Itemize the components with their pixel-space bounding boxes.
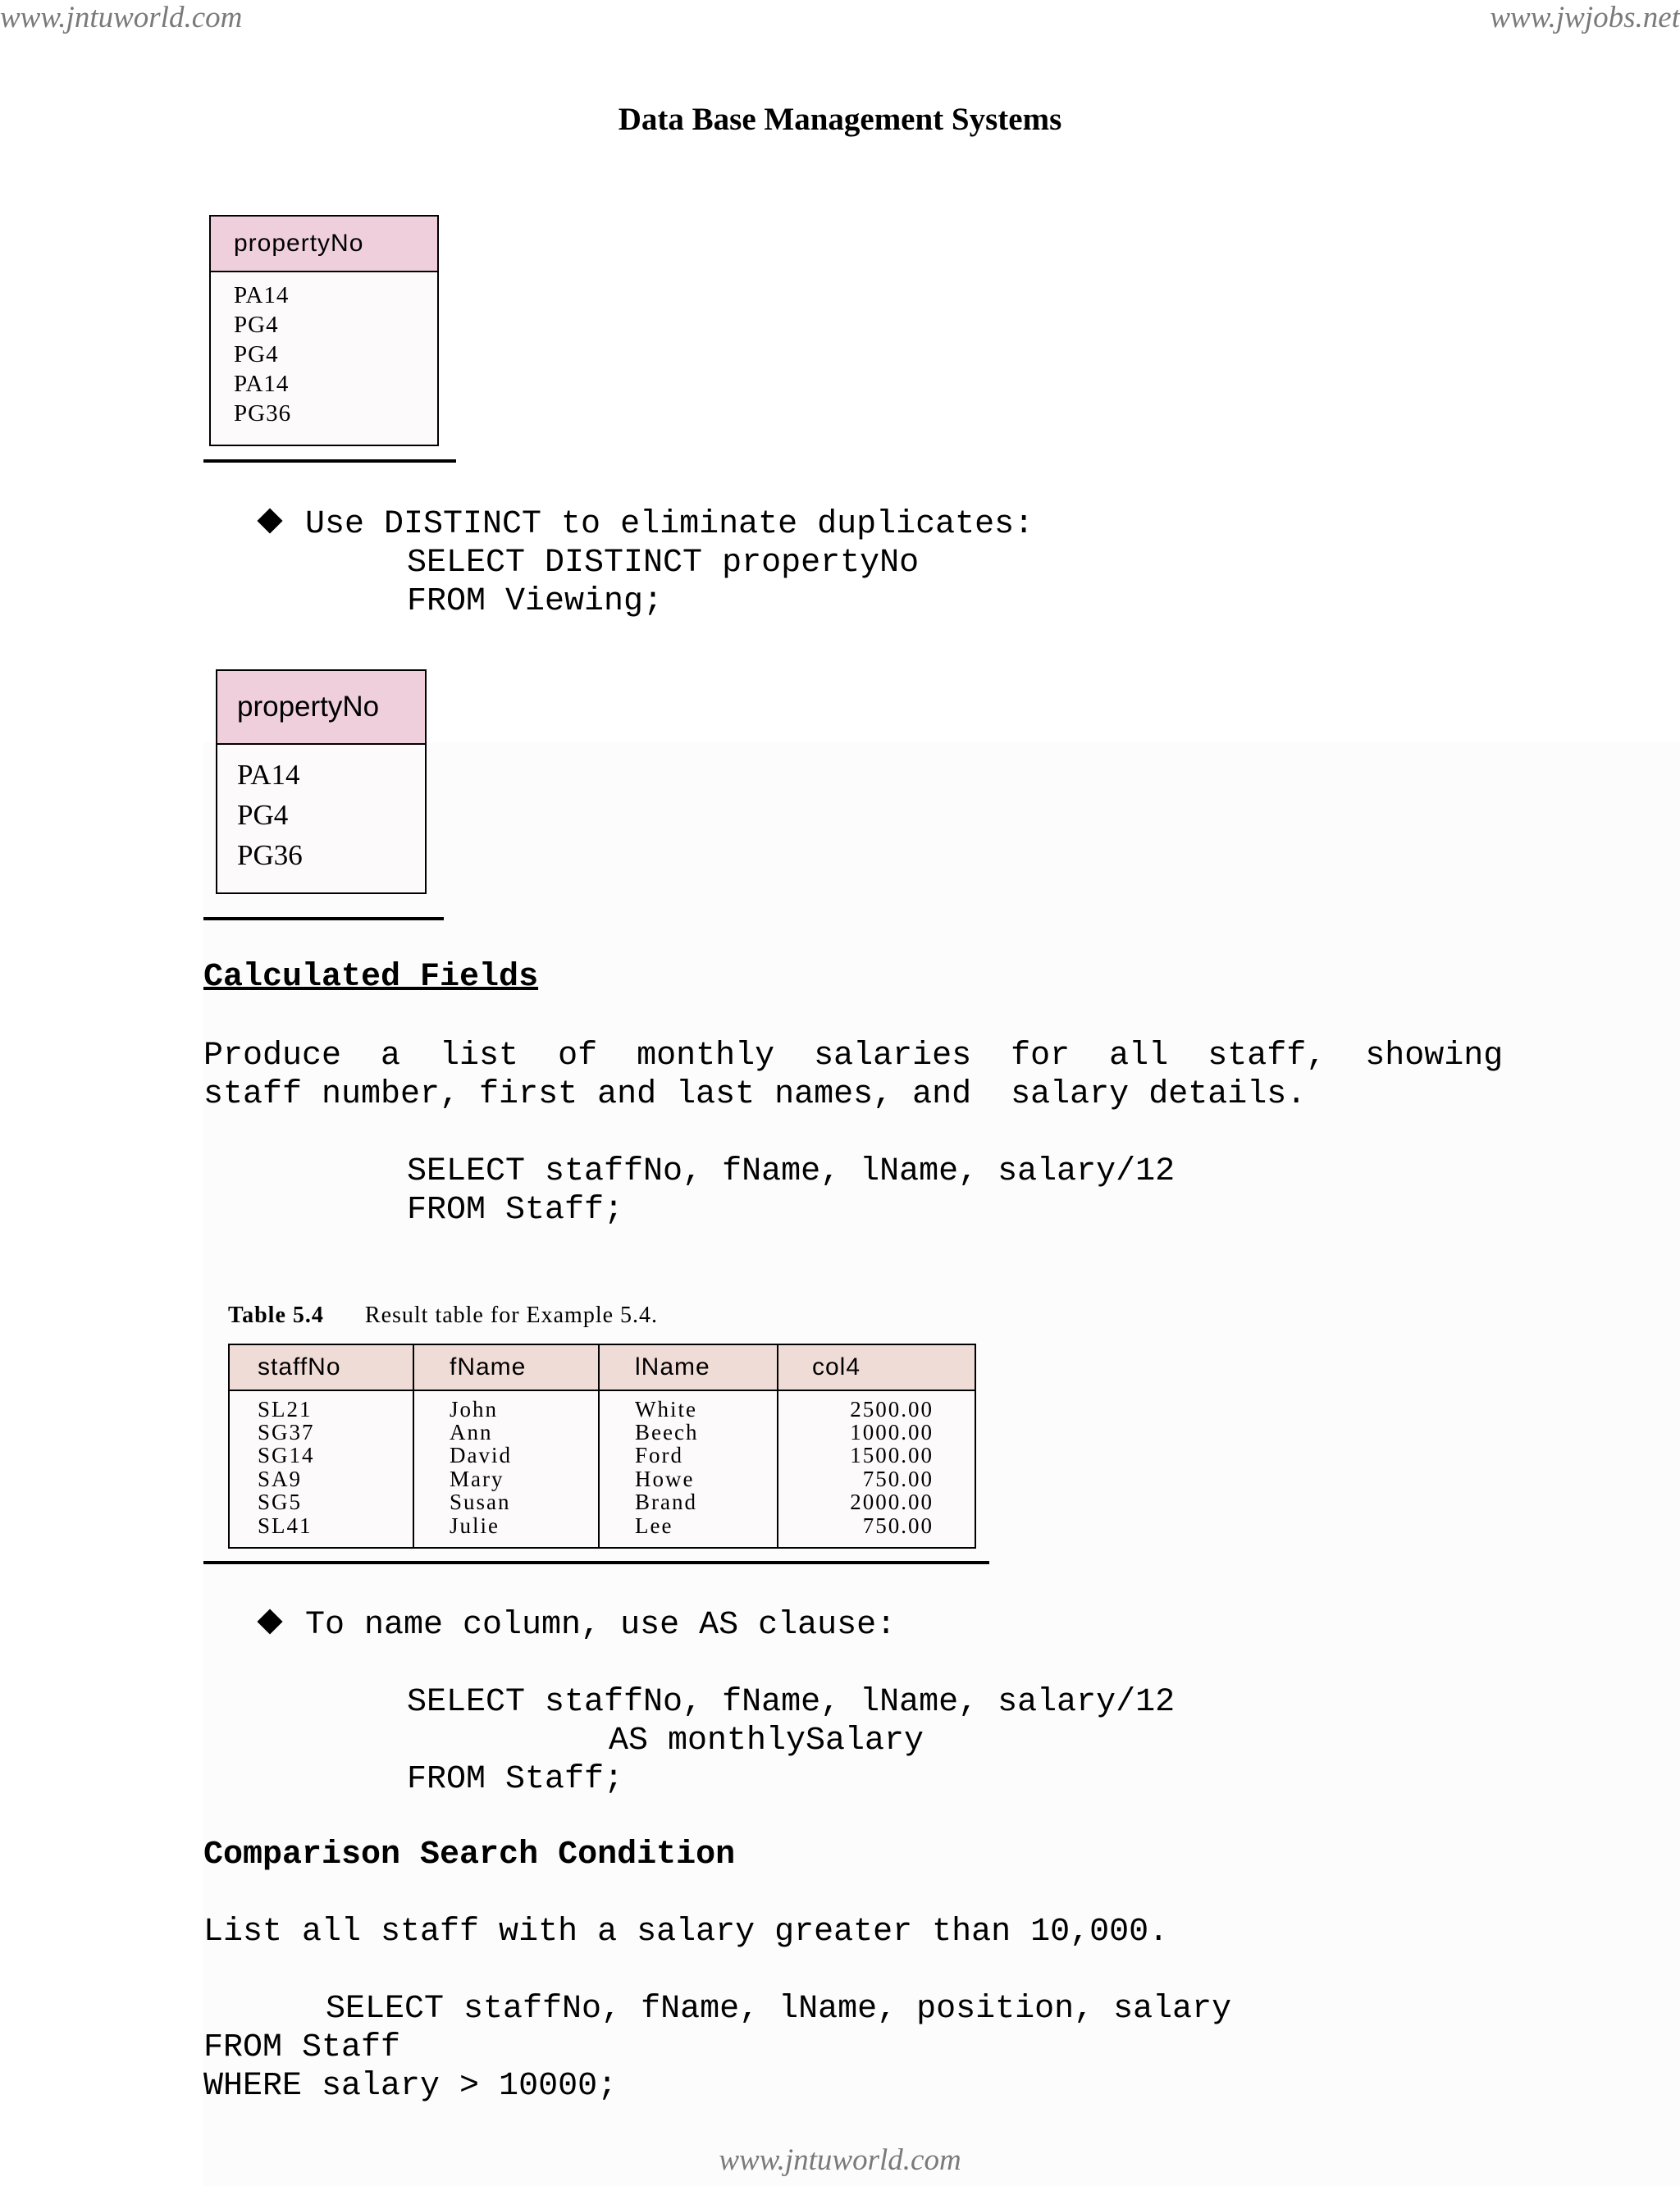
table-cell: SL41 xyxy=(258,1513,313,1538)
property-table-duplicates xyxy=(209,215,439,446)
code-line: SELECT staffNo, fName, lName, salary/12 xyxy=(407,1684,1176,1721)
code-line: FROM Staff; xyxy=(407,1761,624,1798)
column-header: lName xyxy=(635,1345,783,1391)
table-cell: 2000.00 xyxy=(850,1490,934,1514)
table-cell: Ann xyxy=(450,1420,493,1444)
distinct-bullet-text: Use DISTINCT to eliminate duplicates: xyxy=(305,506,1034,543)
table-body xyxy=(211,272,437,428)
divider-rule xyxy=(203,917,444,920)
table-cell: SG37 xyxy=(258,1420,315,1444)
page-title: Data Base Management Systems xyxy=(618,102,1062,137)
table-cell: SA9 xyxy=(258,1467,303,1491)
bullet-diamond-icon xyxy=(257,508,282,533)
column-divider xyxy=(413,1345,414,1547)
table-cell: John xyxy=(450,1397,499,1422)
code-line: AS monthlySalary xyxy=(609,1723,924,1759)
column-header: col4 xyxy=(812,1345,960,1391)
paragraph-line: List all staff with a salary greater than 10,000. xyxy=(203,1914,1169,1951)
table-cell: SL21 xyxy=(258,1397,313,1422)
watermark-top-left: www.jntuworld.com xyxy=(0,1,243,34)
table-cell: Ford xyxy=(635,1443,684,1467)
table-row: PG4 xyxy=(234,312,279,338)
code-line: FROM Viewing; xyxy=(407,583,664,620)
result-table xyxy=(228,1344,976,1549)
paragraph-line: Produce a list of monthly salaries for all staff, showing xyxy=(203,1038,1504,1075)
table-cell: 2500.00 xyxy=(850,1397,934,1422)
section-heading-comparison: Comparison Search Condition xyxy=(203,1837,736,1873)
table-header: propertyNo xyxy=(211,217,437,272)
column-divider xyxy=(598,1345,600,1547)
code-line: WHERE salary > 10000; xyxy=(203,2068,618,2105)
table-caption-text: Result table for Example 5.4. xyxy=(364,1303,659,1328)
table-cell: 750.00 xyxy=(862,1513,934,1538)
table-cell: Mary xyxy=(450,1467,504,1491)
table-cell: White xyxy=(635,1397,697,1422)
table-cell: Susan xyxy=(450,1490,511,1514)
divider-rule xyxy=(203,1561,989,1564)
table-body xyxy=(217,745,425,875)
table-row: PG4 xyxy=(237,799,289,831)
table-cell: Julie xyxy=(450,1513,500,1538)
table-label: Table 5.4 xyxy=(228,1303,324,1328)
table-row: PG36 xyxy=(237,839,303,871)
code-line: FROM Staff; xyxy=(407,1192,624,1229)
table-row: PG36 xyxy=(234,400,292,427)
table-cell: Brand xyxy=(635,1490,697,1514)
code-line: SELECT DISTINCT propertyNo xyxy=(407,545,920,582)
table-cell: 750.00 xyxy=(862,1467,934,1491)
table-cell: 1500.00 xyxy=(850,1443,934,1467)
table-cell: Lee xyxy=(635,1513,673,1538)
table-header: propertyNo xyxy=(217,671,425,745)
table-cell: Beech xyxy=(635,1420,699,1444)
table-cell: Howe xyxy=(635,1467,695,1491)
table-row: PA14 xyxy=(237,759,300,791)
code-line: SELECT staffNo, fName, lName, position, salary xyxy=(326,1991,1232,2028)
table-cell: 1000.00 xyxy=(850,1420,934,1444)
column-header: fName xyxy=(450,1345,597,1391)
paragraph-line: staff number, first and last names, and salary details. xyxy=(203,1076,1307,1113)
table-cell: David xyxy=(450,1443,512,1467)
table-cell: SG5 xyxy=(258,1490,303,1514)
table-row: PG4 xyxy=(234,341,279,367)
table-row: PA14 xyxy=(234,282,290,308)
table-cell: SG14 xyxy=(258,1443,315,1467)
table-caption xyxy=(228,1303,658,1329)
property-table-distinct xyxy=(216,669,427,894)
watermark-top-right: www.jwjobs.net xyxy=(1490,1,1680,34)
as-bullet-text: To name column, use AS clause: xyxy=(305,1607,897,1644)
column-header: staffNo xyxy=(258,1345,405,1391)
table-row: PA14 xyxy=(234,371,290,397)
code-line: FROM Staff xyxy=(203,2029,401,2066)
section-heading-calculated-fields: Calculated Fields xyxy=(203,959,539,996)
column-divider xyxy=(777,1345,778,1547)
divider-rule xyxy=(203,459,456,463)
watermark-bottom: www.jntuworld.com xyxy=(719,2143,961,2177)
code-line: SELECT staffNo, fName, lName, salary/12 xyxy=(407,1153,1176,1190)
